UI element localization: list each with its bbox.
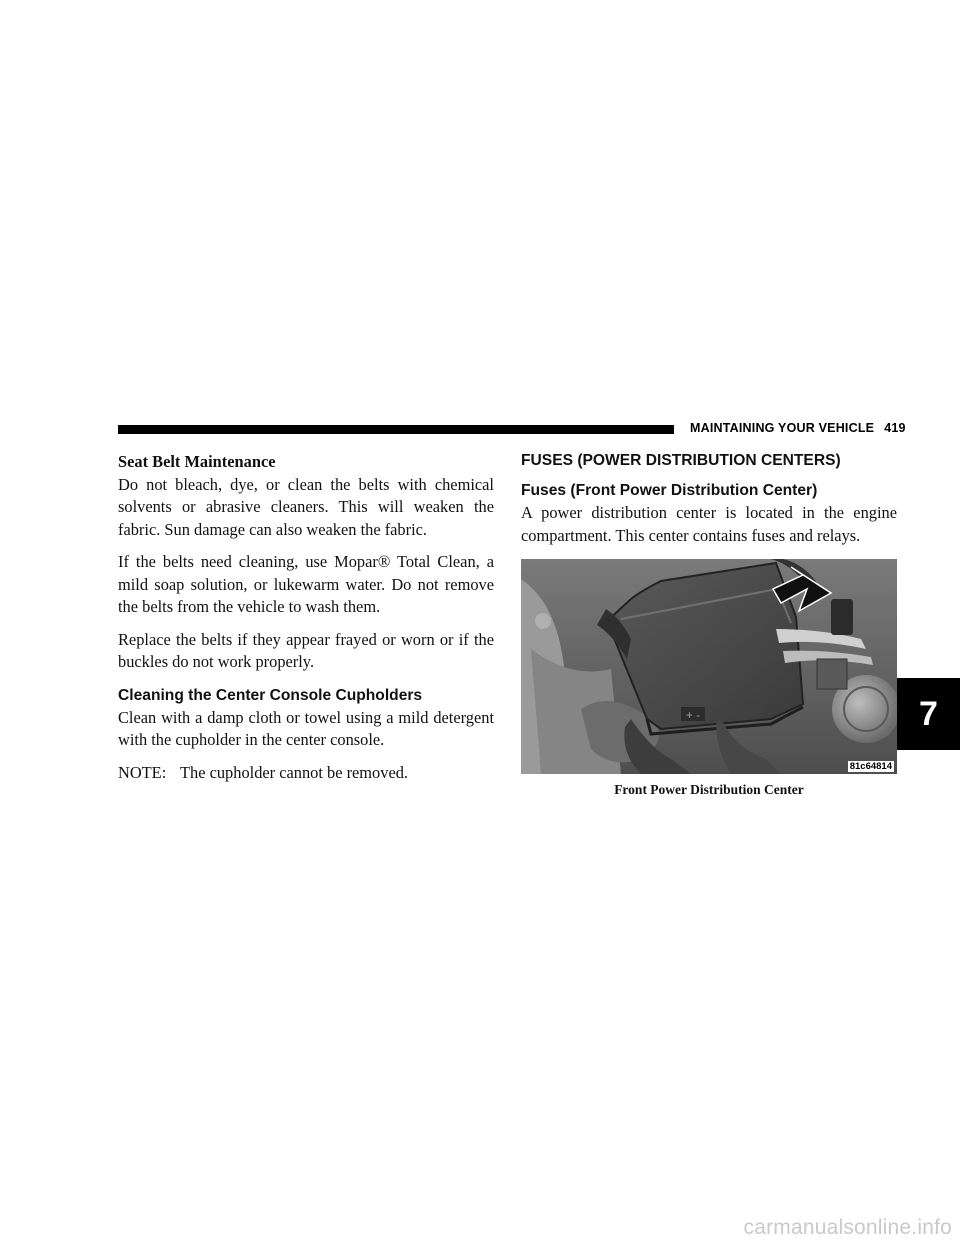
note-label: NOTE: [118,762,167,782]
front-pdc-paragraph: A power distribution center is located in the engine compartment. This center contains fuses and relays. [521,503,897,545]
chapter-tab: 7 [897,678,960,750]
section-heading: FUSES (POWER DISTRIBUTION CENTERS) [521,452,841,469]
right-column [521,451,897,798]
note [118,762,494,785]
seat-belt-paragraph-2: If the belts need cleaning, use Mopar® Total Clean, a mild soap solution, or lukewarm water. Do not remove the belts from the vehicle to wash them. [118,552,494,616]
figure-code: 81c64814 [849,761,892,772]
svg-text:+ -: + - [685,708,701,722]
note-text: The cupholder cannot be removed. [180,762,409,782]
engine-compartment-photo [521,559,897,774]
figure-caption: Front Power Distribution Center [614,782,804,797]
seat-belt-paragraph-3: Replace the belts if they appear frayed or worn or if the buckles do not work properly. [118,629,494,671]
left-column [118,451,494,784]
cupholders-heading: Cleaning the Center Console Cupholders [118,686,423,704]
header-title: MAINTAINING YOUR VEHICLE [690,421,875,435]
header-rule [118,425,674,434]
page-number: 419 [884,421,906,435]
seat-belt-paragraph-1: Do not bleach, dye, or clean the belts with chemical solvents or abrasive cleaners. This will weaken the fabric. Sun damage can also weaken the fabric. [118,474,494,539]
cupholders-paragraph: Clean with a damp cloth or towel using a mild detergent with the cupholder in the center console. [118,707,494,749]
watermark: carmanualsonline.info [743,1216,952,1239]
front-pdc-heading: Fuses (Front Power Distribution Center) [521,482,818,499]
seat-belt-heading: Seat Belt Maintenance [118,452,276,471]
running-header [690,421,906,435]
